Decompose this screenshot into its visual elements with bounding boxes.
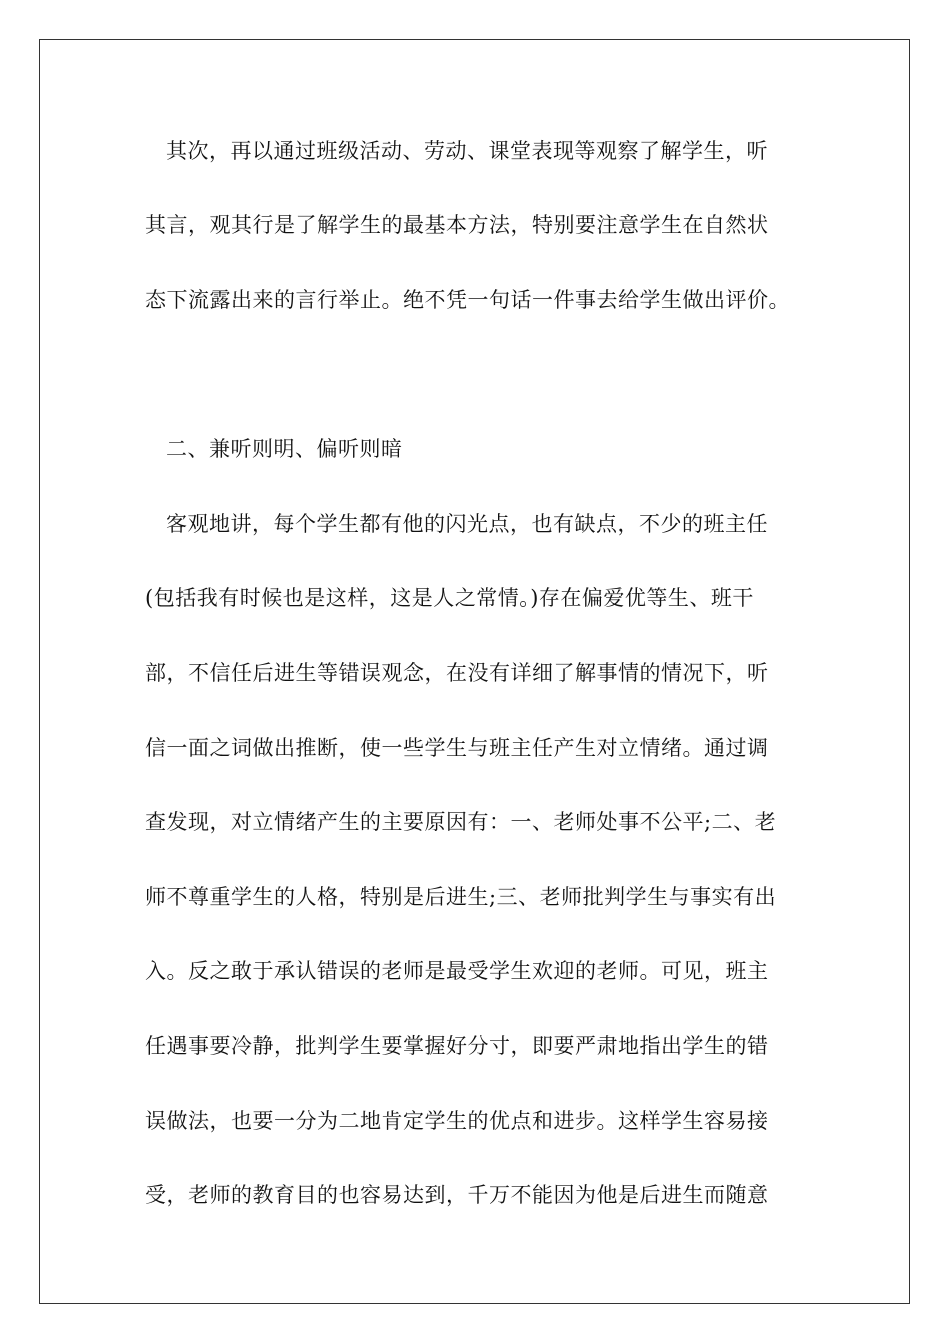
- paragraph-line: 查发现，对立情绪产生的主要原因有：一、老师处事不公平;二、老: [145, 810, 777, 834]
- paragraph-line: 受，老师的教育目的也容易达到，千万不能因为他是后进生而随意: [145, 1183, 769, 1207]
- paragraph-line: 客观地讲，每个学生都有他的闪光点，也有缺点，不少的班主任: [166, 512, 768, 536]
- paragraph-line: 误做法，也要一分为二地肯定学生的优点和进步。这样学生容易接: [145, 1109, 769, 1133]
- paragraph-line: 任遇事要冷静，批判学生要掌握好分寸，即要严肃地指出学生的错: [145, 1034, 769, 1058]
- paragraph-line: 态下流露出来的言行举止。绝不凭一句话一件事去给学生做出评价。: [145, 288, 790, 312]
- paragraph-line: 其言，观其行是了解学生的最基本方法，特别要注意学生在自然状: [145, 213, 769, 237]
- paragraph-line: 师不尊重学生的人格，特别是后进生;三、老师批判学生与事实有出: [145, 885, 777, 909]
- paragraph-line: 信一面之词做出推断，使一些学生与班主任产生对立情绪。通过调: [145, 736, 769, 760]
- section-heading: 二、兼听则明、偏听则暗: [166, 437, 403, 461]
- paragraph-line: (包括我有时候也是这样，这是人之常情。)存在偏爱优等生、班干: [145, 586, 754, 610]
- paragraph-line: 部，不信任后进生等错误观念，在没有详细了解事情的情况下，听: [145, 661, 769, 685]
- paragraph-line: 其次，再以通过班级活动、劳动、课堂表现等观察了解学生，听: [166, 139, 768, 163]
- paragraph-line: 入。反之敢于承认错误的老师是最受学生欢迎的老师。可见，班主: [145, 959, 769, 983]
